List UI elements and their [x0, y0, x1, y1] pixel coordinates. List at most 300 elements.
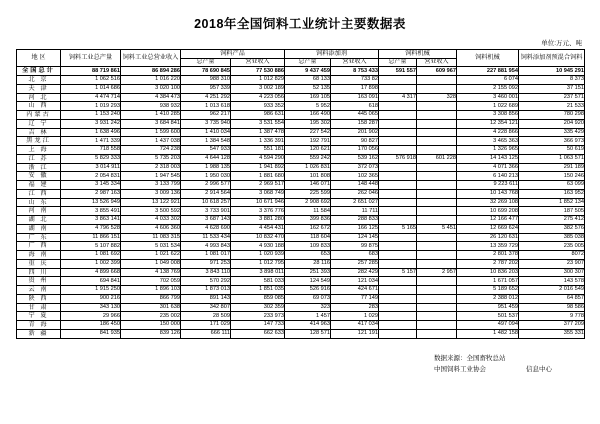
- table-cell-value: 10 671 946: [231, 198, 285, 207]
- table-cell-value: 282 429: [331, 268, 379, 277]
- table-cell-value: [417, 277, 457, 286]
- table-row: [17, 172, 585, 181]
- table-cell-value: [417, 102, 457, 111]
- table-cell-region: 河 南: [17, 207, 61, 216]
- table-cell-value: 1 002 399: [61, 259, 121, 268]
- table-cell-value: 986 631: [231, 111, 285, 120]
- table-cell-value: 780 298: [519, 111, 585, 120]
- table-cell-value: 2 996 577: [181, 181, 231, 190]
- table-cell-value: 2 987 163: [61, 189, 121, 198]
- table-cell-region: 湖 南: [17, 224, 61, 233]
- table-cell-value: 4 223 056: [231, 93, 285, 102]
- table-cell-value: 971 253: [181, 259, 231, 268]
- table-cell-value: [379, 277, 417, 286]
- table-cell-value: 300 307: [519, 268, 585, 277]
- table-row: [17, 312, 585, 321]
- table-cell-value: 1 021 622: [121, 251, 181, 260]
- footer-source-line-1: [434, 353, 506, 362]
- table-row: [17, 84, 585, 93]
- table-cell-value: 4 228 866: [457, 128, 519, 137]
- table-cell-value: 68 133: [285, 76, 331, 85]
- table-cell-region: 江 苏: [17, 154, 61, 163]
- table-cell-value: 559 242: [285, 154, 331, 163]
- table-cell-value: 88 719 861: [61, 67, 121, 76]
- table-cell-value: 77 530 886: [231, 67, 285, 76]
- table-cell-value: 1 387 478: [231, 128, 285, 137]
- table-head: [17, 50, 585, 67]
- table-cell-value: 32 269 108: [457, 198, 519, 207]
- table-cell-value: [379, 181, 417, 190]
- table-cell-value: 195 302: [285, 119, 331, 128]
- table-cell-value: 121 034: [331, 277, 379, 286]
- table-cell-value: 101 808: [285, 172, 331, 181]
- table-cell-value: [379, 76, 417, 85]
- header-total-revenue: 饲料工业总营业收入: [121, 50, 181, 67]
- table-cell-value: 12 354 121: [457, 119, 519, 128]
- table-cell-value: 1 471 339: [61, 137, 121, 146]
- table-cell-value: 52 135: [285, 84, 331, 93]
- table-cell-value: 3 687 143: [181, 216, 231, 225]
- table-cell-value: [417, 189, 457, 198]
- table-cell-value: 4 993 843: [181, 242, 231, 251]
- table-row: [17, 111, 585, 120]
- table-cell-value: 1 950 030: [181, 172, 231, 181]
- table-cell-value: 4 033 302: [121, 216, 181, 225]
- table-row: [17, 224, 585, 233]
- table-cell-value: 124 145: [331, 233, 379, 242]
- table-cell-value: 170 056: [331, 146, 379, 155]
- table-row: [17, 198, 585, 207]
- table-cell-value: 342 807: [181, 303, 231, 312]
- table-cell-value: 841 935: [61, 329, 121, 338]
- table-cell-value: [379, 137, 417, 146]
- table-cell-value: 3 500 592: [121, 207, 181, 216]
- table-cell-value: 3 020 100: [121, 84, 181, 93]
- table-cell-value: 118 604: [285, 233, 331, 242]
- table-cell-value: 9 778: [519, 312, 585, 321]
- table-cell-value: 147 733: [231, 321, 285, 330]
- table-cell-value: 5 735 203: [121, 154, 181, 163]
- table-cell-value: 343 130: [61, 303, 121, 312]
- table-cell-value: 377 209: [519, 321, 585, 330]
- table-cell-value: 653: [285, 251, 331, 260]
- table-cell-value: 618: [331, 102, 379, 111]
- table-cell-value: 2 388 012: [457, 294, 519, 303]
- table-cell-value: [417, 321, 457, 330]
- table-cell-value: 6 140 213: [457, 172, 519, 181]
- table-cell-value: 227 881 954: [457, 67, 519, 76]
- table-cell-value: 962 217: [181, 111, 231, 120]
- table-cell-value: 323: [285, 303, 331, 312]
- table-cell-value: 5 157: [379, 268, 417, 277]
- table-cell-value: 69 073: [285, 294, 331, 303]
- table-cell-value: 158 287: [331, 119, 379, 128]
- table-cell-value: 1 014 686: [61, 84, 121, 93]
- table-cell-value: 143 578: [519, 277, 585, 286]
- table-cell-value: 609 967: [417, 67, 457, 76]
- table-cell-value: 1 881 680: [231, 172, 285, 181]
- table-cell-value: 1 482 158: [457, 329, 519, 338]
- table-cell-value: 10 832 470: [231, 233, 285, 242]
- table-cell-value: 733 82: [331, 76, 379, 85]
- table-cell-value: 171 029: [181, 321, 231, 330]
- table-cell-region: 黑龙江: [17, 137, 61, 146]
- table-cell-value: 1 988 135: [181, 163, 231, 172]
- table-cell-value: 1 851 035: [231, 286, 285, 295]
- table-cell-value: 11 083 315: [121, 233, 181, 242]
- table-cell-value: 1 012 795: [231, 259, 285, 268]
- table-cell-value: 5 829 333: [61, 154, 121, 163]
- table-cell-value: [417, 198, 457, 207]
- table-row: [17, 207, 585, 216]
- table-cell-value: 1 915 250: [61, 286, 121, 295]
- table-cell-value: [379, 242, 417, 251]
- table-cell-value: 694 841: [61, 277, 121, 286]
- table-cell-region: 云 南: [17, 286, 61, 295]
- table-cell-value: [379, 207, 417, 216]
- table-cell-value: 186 450: [61, 321, 121, 330]
- table-cell-value: 8 753 433: [331, 67, 379, 76]
- table-cell-region: 湖 北: [17, 216, 61, 225]
- table-cell-value: 1 153 240: [61, 111, 121, 120]
- table-cell-value: [417, 146, 457, 155]
- table-cell-value: 539 162: [331, 154, 379, 163]
- table-cell-value: [379, 294, 417, 303]
- table-cell-value: [379, 303, 417, 312]
- table-cell-value: 262 046: [331, 189, 379, 198]
- table-cell-value: 98 586: [519, 303, 585, 312]
- table-cell-value: 666 111: [181, 329, 231, 338]
- table-cell-value: 2 016 549: [519, 286, 585, 295]
- table-cell-region: 广 东: [17, 233, 61, 242]
- table-cell-value: 4 251 292: [181, 93, 231, 102]
- table-cell-value: 382 576: [519, 224, 585, 233]
- table-cell-value: 3 376 776: [231, 207, 285, 216]
- table-row: [17, 163, 585, 172]
- table-cell-value: 50 619: [519, 146, 585, 155]
- table-row: [17, 251, 585, 260]
- table-cell-value: 445 065: [331, 111, 379, 120]
- unit-note: 单位:万元、吨: [541, 40, 582, 47]
- table-cell-region: 江 西: [17, 189, 61, 198]
- table-cell-value: 497 094: [457, 321, 519, 330]
- table-cell-value: [417, 84, 457, 93]
- table-cell-region: 贵 州: [17, 277, 61, 286]
- table-cell-value: 3 931 242: [61, 119, 121, 128]
- table-cell-value: 1 062 516: [61, 76, 121, 85]
- table-cell-value: 3 145 334: [61, 181, 121, 190]
- table-cell-value: 5 031 534: [121, 242, 181, 251]
- table-cell-value: 10 618 257: [181, 198, 231, 207]
- table-cell-value: 8 373: [519, 76, 585, 85]
- table-cell-value: 4 594 290: [231, 154, 285, 163]
- table-cell-value: 12 669 624: [457, 224, 519, 233]
- table-cell-value: 4 644 128: [181, 154, 231, 163]
- table-cell-value: 3 843 110: [181, 268, 231, 277]
- table-cell-value: 1 081 692: [61, 251, 121, 260]
- table-cell-value: 581 033: [231, 277, 285, 286]
- table-cell-value: 13 359 729: [457, 242, 519, 251]
- table-cell-region: 甘 肃: [17, 303, 61, 312]
- table-cell-value: 2 969 517: [231, 181, 285, 190]
- table-cell-region: 河 北: [17, 93, 61, 102]
- table-cell-value: 2 054 831: [61, 172, 121, 181]
- table-cell-value: 13 526 949: [61, 198, 121, 207]
- table-cell-value: 225 599: [285, 189, 331, 198]
- table-cell-region: 广 西: [17, 242, 61, 251]
- table-cell-region: 陕 西: [17, 294, 61, 303]
- table-cell-value: 291 189: [519, 163, 585, 172]
- table-cell-region: 上 海: [17, 146, 61, 155]
- table-cell-value: 1 022 689: [457, 102, 519, 111]
- footer-source-1: 全国畜牧总站: [466, 354, 506, 362]
- table-cell-value: 78 690 845: [181, 67, 231, 76]
- table-row: [17, 277, 585, 286]
- table-cell-value: 933 352: [231, 102, 285, 111]
- table-cell-value: [379, 233, 417, 242]
- table-row: [17, 137, 585, 146]
- table-row: [17, 329, 585, 338]
- table-row: [17, 146, 585, 155]
- table-cell-value: 1 410 285: [121, 111, 181, 120]
- table-cell-value: 551 181: [231, 146, 285, 155]
- table-cell-value: 9 437 459: [285, 67, 331, 76]
- table-cell-value: 3 881 280: [231, 216, 285, 225]
- table-cell-value: 12 166 477: [457, 216, 519, 225]
- table-cell-value: 2 914 564: [181, 189, 231, 198]
- table-cell-value: 2 651 027: [331, 198, 379, 207]
- table-cell-value: 951 459: [457, 303, 519, 312]
- table-cell-value: 4 796 528: [61, 224, 121, 233]
- table-cell-value: 23 907: [519, 259, 585, 268]
- table-cell-value: 29 966: [61, 312, 121, 321]
- table-cell-value: 1 326 965: [457, 146, 519, 155]
- table-cell-value: 288 833: [331, 216, 379, 225]
- table-cell-value: 201 902: [331, 128, 379, 137]
- table-cell-value: 1 599 600: [121, 128, 181, 137]
- table-row: [17, 242, 585, 251]
- table-cell-value: 1 410 034: [181, 128, 231, 137]
- table-cell-value: [379, 102, 417, 111]
- table-cell-value: 1 012 829: [231, 76, 285, 85]
- table-cell-region: 辽 宁: [17, 119, 61, 128]
- table-cell-value: 150 246: [519, 172, 585, 181]
- footer: [16, 353, 584, 383]
- header-machinery-output: 总产量: [379, 58, 417, 67]
- table-cell-value: [379, 84, 417, 93]
- table-cell-value: 163 091: [331, 93, 379, 102]
- table-row: [17, 154, 585, 163]
- table-cell-value: 64 857: [519, 294, 585, 303]
- table-row: [17, 67, 585, 76]
- table-cell-value: [417, 251, 457, 260]
- table-cell-value: 5 107 882: [61, 242, 121, 251]
- table-cell-value: [417, 76, 457, 85]
- table-cell-value: [417, 137, 457, 146]
- header-machinery-revenue: 营业收入: [417, 58, 457, 67]
- table-cell-value: 124 549: [285, 277, 331, 286]
- table-cell-value: 237 571: [519, 93, 585, 102]
- page-title: 2018年全国饲料工业统计主要数据表: [194, 17, 406, 31]
- table-row: [17, 189, 585, 198]
- table-cell-region: 山 西: [17, 102, 61, 111]
- table-cell-value: 275 412: [519, 216, 585, 225]
- table-cell-region: 吉 林: [17, 128, 61, 137]
- table-cell-value: 385 038: [519, 233, 585, 242]
- table-cell-value: [379, 198, 417, 207]
- table-cell-value: 2 957: [417, 268, 457, 277]
- table-cell-value: 1 941 892: [231, 163, 285, 172]
- table-cell-value: 11 711: [331, 207, 379, 216]
- table-cell-value: [417, 312, 457, 321]
- table-cell-value: [417, 163, 457, 172]
- table-cell-value: [417, 181, 457, 190]
- table-cell-value: [379, 321, 417, 330]
- table-cell-value: 5 952: [285, 102, 331, 111]
- table-cell-value: 1 671 057: [457, 277, 519, 286]
- table-cell-value: 1 384 548: [181, 137, 231, 146]
- table-cell-value: 4 930 188: [231, 242, 285, 251]
- table-cell-value: [417, 294, 457, 303]
- table-cell-region: 福 建: [17, 181, 61, 190]
- table-cell-value: 3 133 799: [121, 181, 181, 190]
- table-cell-value: 938 932: [121, 102, 181, 111]
- table-cell-value: 718 558: [61, 146, 121, 155]
- table-cell-value: 724 238: [121, 146, 181, 155]
- table-cell-value: [417, 111, 457, 120]
- table-cell-region: 天 津: [17, 84, 61, 93]
- table-cell-value: 866 799: [121, 294, 181, 303]
- table-cell-value: [417, 286, 457, 295]
- table-cell-value: 4 317: [379, 93, 417, 102]
- table-cell-value: 28 509: [181, 312, 231, 321]
- table-cell-value: 4 384 473: [121, 93, 181, 102]
- table-cell-value: 11 866 151: [61, 233, 121, 242]
- table-cell-value: 5 189 652: [457, 286, 519, 295]
- table-cell-value: [379, 172, 417, 181]
- table-cell-value: 10 836 203: [457, 268, 519, 277]
- table-cell-region: 海 南: [17, 251, 61, 260]
- table-cell-value: 2 801 378: [457, 251, 519, 260]
- table-cell-value: [379, 119, 417, 128]
- table-row: [17, 76, 585, 85]
- table-cell-value: 1 013 618: [181, 102, 231, 111]
- table-cell-value: 128 571: [285, 329, 331, 338]
- table-row: [17, 268, 585, 277]
- table-cell-value: [417, 303, 457, 312]
- table-row: [17, 216, 585, 225]
- table-cell-value: 187 505: [519, 207, 585, 216]
- table-cell-region: 安 徽: [17, 172, 61, 181]
- table-row: [17, 321, 585, 330]
- table-cell-value: 5 165: [379, 224, 417, 233]
- table-cell-value: [379, 163, 417, 172]
- table-cell-value: 227 542: [285, 128, 331, 137]
- statistics-table: [16, 49, 585, 339]
- table-cell-value: [417, 216, 457, 225]
- table-cell-region: 青 海: [17, 321, 61, 330]
- table-cell-value: 601 228: [417, 154, 457, 163]
- table-cell-value: 77 149: [331, 294, 379, 303]
- table-cell-value: 328: [417, 93, 457, 102]
- table-cell-value: [379, 111, 417, 120]
- table-cell-value: 1 019 293: [61, 102, 121, 111]
- table-cell-value: 366 973: [519, 137, 585, 146]
- table-cell-value: [379, 329, 417, 338]
- table-cell-value: 3 460 001: [457, 93, 519, 102]
- table-cell-value: 3 009 136: [121, 189, 181, 198]
- header-products-revenue: 营业收入: [231, 58, 285, 67]
- table-cell-value: 17 898: [331, 84, 379, 93]
- table-cell-value: [379, 216, 417, 225]
- table-cell-value: 6 074: [457, 76, 519, 85]
- table-cell-region: 山 东: [17, 198, 61, 207]
- table-cell-value: 1 437 038: [121, 137, 181, 146]
- header-additives-output: 总产量: [285, 58, 331, 67]
- header-feed-additives: 饲料添加剂: [285, 50, 379, 59]
- table-cell-value: 102 365: [331, 172, 379, 181]
- table-cell-value: [379, 128, 417, 137]
- table-row: [17, 294, 585, 303]
- table-cell-value: 547 933: [181, 146, 231, 155]
- table-cell-value: 9 223 611: [457, 181, 519, 190]
- table-cell-value: 1 016 220: [121, 76, 181, 85]
- table-cell-value: 10 945 291: [519, 67, 585, 76]
- table-cell-value: 192 791: [285, 137, 331, 146]
- table-cell-value: 163 952: [519, 189, 585, 198]
- table-cell-value: 3 735 940: [181, 119, 231, 128]
- table-cell-value: 3 898 011: [231, 268, 285, 277]
- table-cell-value: 5 451: [417, 224, 457, 233]
- table-cell-value: 1 081 017: [181, 251, 231, 260]
- table-cell-region: 全国总计: [17, 67, 61, 76]
- table-cell-value: 1 457: [285, 312, 331, 321]
- table-cell-value: 10 699 208: [457, 207, 519, 216]
- header-feed-machinery-extra: 饲料机械: [457, 50, 519, 67]
- table-cell-value: 399 836: [285, 216, 331, 225]
- table-row: [17, 303, 585, 312]
- table-cell-value: 683: [331, 251, 379, 260]
- table-cell-value: 335 429: [519, 128, 585, 137]
- table-cell-value: [417, 172, 457, 181]
- table-cell-value: [379, 259, 417, 268]
- table-cell-value: [417, 242, 457, 251]
- table-cell-value: 1 029: [331, 312, 379, 321]
- table-cell-value: 235 002: [121, 312, 181, 321]
- table-cell-value: [379, 251, 417, 260]
- table-cell-value: 283: [331, 303, 379, 312]
- table-cell-value: 2 908 692: [285, 198, 331, 207]
- table-cell-value: 37 151: [519, 84, 585, 93]
- table-cell-value: 3 014 911: [61, 163, 121, 172]
- table-cell-value: 146 071: [285, 181, 331, 190]
- header-region: 地 区: [17, 50, 61, 67]
- table-cell-region: 新 疆: [17, 329, 61, 338]
- table-cell-value: 3 684 841: [121, 119, 181, 128]
- table-cell-value: 302 359: [231, 303, 285, 312]
- table-cell-value: 591 557: [379, 67, 417, 76]
- header-row-1: [17, 50, 585, 59]
- header-total-output: 饲料工业总产量: [61, 50, 121, 67]
- table-cell-value: 1 947 545: [121, 172, 181, 181]
- header-feed-machinery: 饲料机械: [379, 50, 457, 59]
- table-cell-region: 内蒙古: [17, 111, 61, 120]
- table-cell-value: 120 621: [285, 146, 331, 155]
- table-cell-value: 301 638: [121, 303, 181, 312]
- table-cell-region: 北 京: [17, 76, 61, 85]
- table-cell-value: 4 899 668: [61, 268, 121, 277]
- header-additive-premix: 饲料添加剂预混合饲料: [519, 50, 585, 67]
